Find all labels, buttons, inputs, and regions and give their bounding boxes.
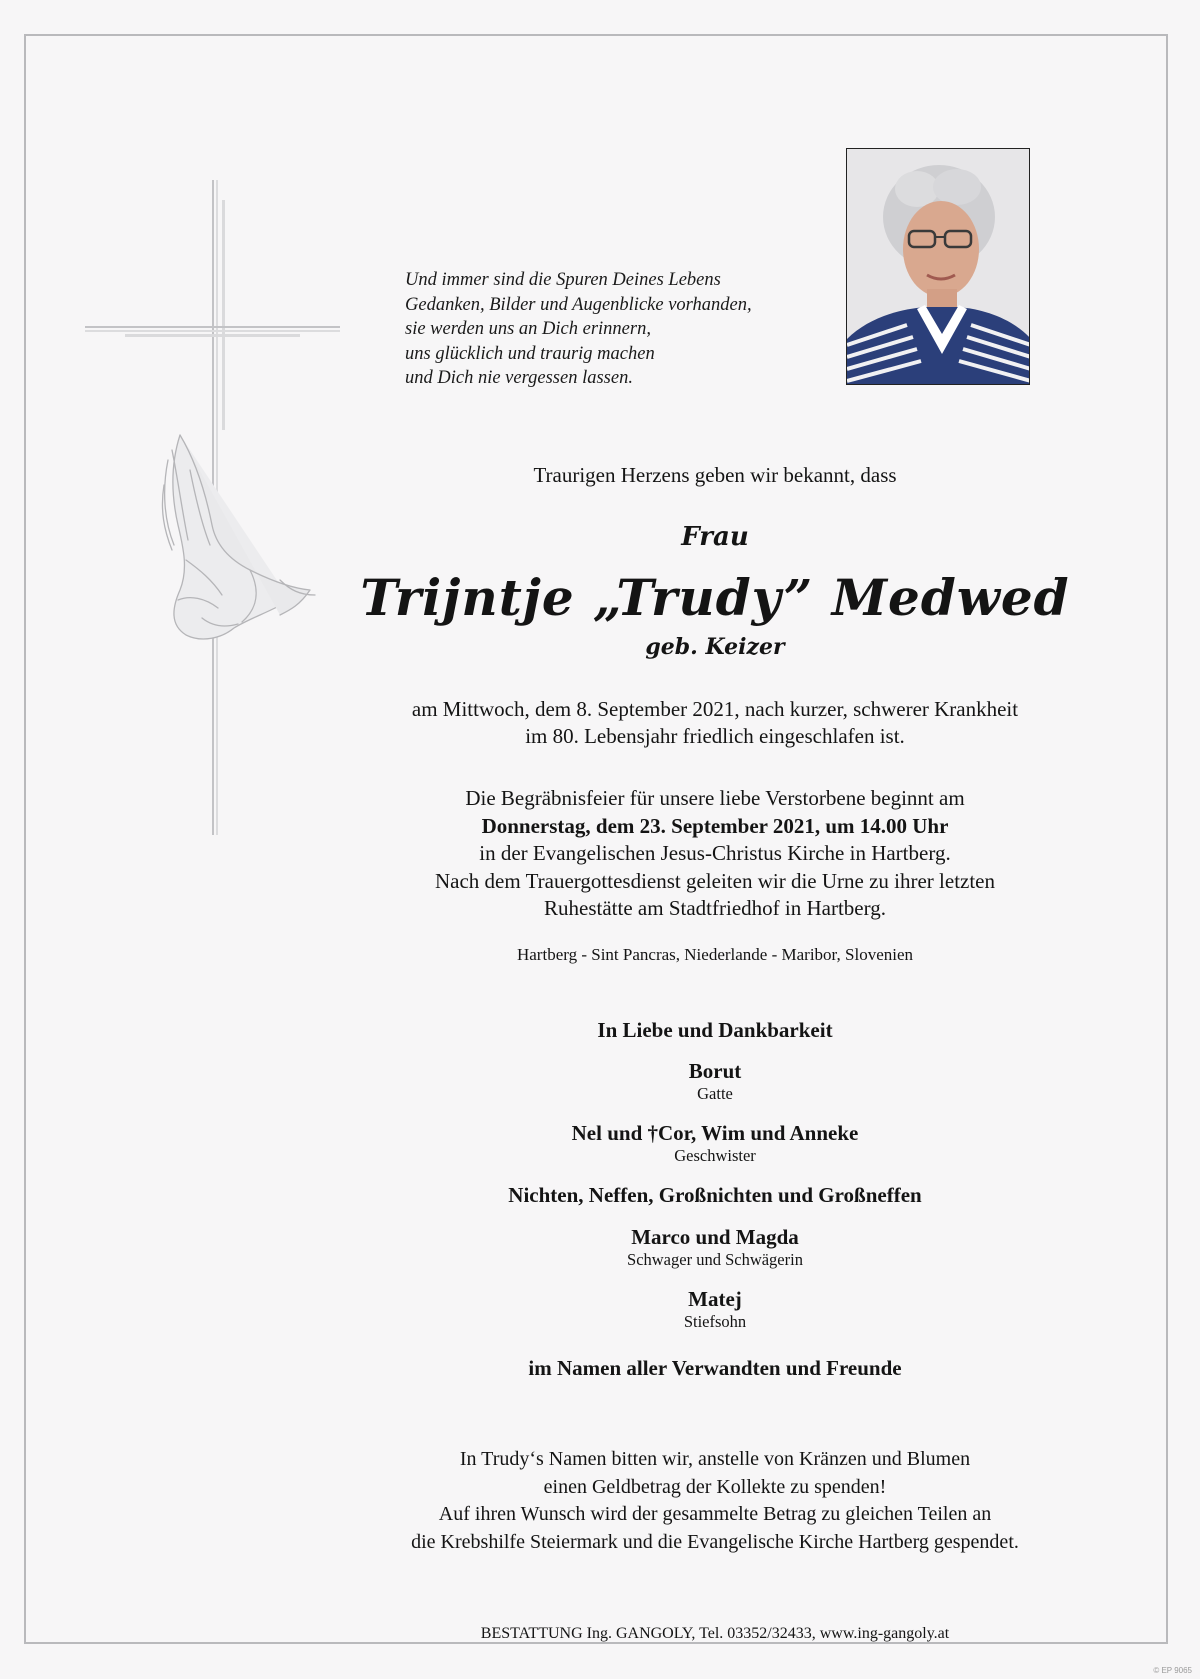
mourner-entry xyxy=(330,1120,1100,1166)
portrait-photo xyxy=(846,148,1030,385)
undertaker-info: BESTATTUNG Ing. GANGOLY, Tel. 03352/32433, www.ing-gangoly.at xyxy=(480,1625,950,1642)
death-notice xyxy=(330,696,1100,750)
birth-name: geb. Keizer xyxy=(645,634,785,660)
mourner-relation: Gatte xyxy=(697,1084,733,1103)
mourner-name: Nel und †Cor, Wim und Anneke xyxy=(571,1121,859,1145)
poem-line: Und immer sind die Spuren Deines Lebens xyxy=(405,270,721,290)
mourners-closing: im Namen aller Verwandten und Freunde xyxy=(528,1356,902,1380)
mourner-name: Nichten, Neffen, Großnichten und Großneffen xyxy=(508,1183,922,1207)
praying-hands-icon xyxy=(150,430,320,650)
poem-line: Gedanken, Bilder und Augenblicke vorhanden, xyxy=(405,294,752,315)
poem xyxy=(405,268,835,391)
mourner-relation: Geschwister xyxy=(674,1146,756,1165)
mourner-name: Borut xyxy=(688,1059,742,1083)
mourner-entry xyxy=(330,1286,1100,1332)
mourner-relation: Schwager und Schwägerin xyxy=(627,1250,803,1269)
mourner-relation: Stiefsohn xyxy=(683,1312,747,1331)
funeral-line: Die Begräbnisfeier für unsere liebe Verstorbene beginnt am xyxy=(465,786,965,810)
mourner-entry xyxy=(330,1224,1100,1270)
mourner-name: Matej xyxy=(688,1287,742,1311)
mourners-heading: In Liebe und Dankbarkeit xyxy=(597,1018,833,1042)
mourner-entry xyxy=(330,1058,1100,1104)
salutation: Frau xyxy=(681,522,749,552)
death-line: am Mittwoch, dem 8. September 2021, nach kurzer, schwerer Krankheit xyxy=(411,697,1019,721)
places: Hartberg - Sint Pancras, Niederlande - Maribor, Slovenien xyxy=(516,945,914,964)
wish-line: einen Geldbetrag der Kollekte zu spenden! xyxy=(543,1475,887,1498)
poem-line: sie werden uns an Dich erinnern, xyxy=(405,319,651,339)
death-line: im 80. Lebensjahr friedlich eingeschlafen ist. xyxy=(525,724,905,748)
deceased-name: Trijntje „Trudy” Medwed xyxy=(360,568,1070,627)
funeral-details xyxy=(330,785,1100,923)
wish-line: Auf ihren Wunsch wird der gesammelte Betrag zu gleichen Teilen an xyxy=(438,1503,992,1525)
funeral-line: in der Evangelischen Jesus-Christus Kirche in Hartberg. xyxy=(479,841,951,865)
wish-line: die Krebshilfe Steiermark und die Evangelische Kirche Hartberg gespendet. xyxy=(411,1530,1019,1553)
funeral-date: Donnerstag, dem 23. September 2021, um 14.00 Uhr xyxy=(481,813,949,838)
funeral-line: Nach dem Trauergottesdienst geleiten wir die Urne zu ihrer letzten xyxy=(434,868,996,893)
wish-line: In Trudy‘s Namen bitten wir, anstelle von Kränzen und Blumen xyxy=(459,1448,971,1470)
mourner-entry xyxy=(330,1182,1100,1208)
mourner-name: Marco und Magda xyxy=(631,1225,799,1249)
poem-line: und Dich nie vergessen lassen. xyxy=(405,368,633,388)
intro-text: Traurigen Herzens geben wir bekannt, dass xyxy=(533,463,897,487)
funeral-line: Ruhestätte am Stadtfriedhof in Hartberg. xyxy=(544,896,886,920)
poem-line: uns glücklich und traurig machen xyxy=(405,343,655,364)
corner-code: © EP 9065 xyxy=(1153,1666,1192,1675)
donation-wish xyxy=(330,1446,1100,1556)
